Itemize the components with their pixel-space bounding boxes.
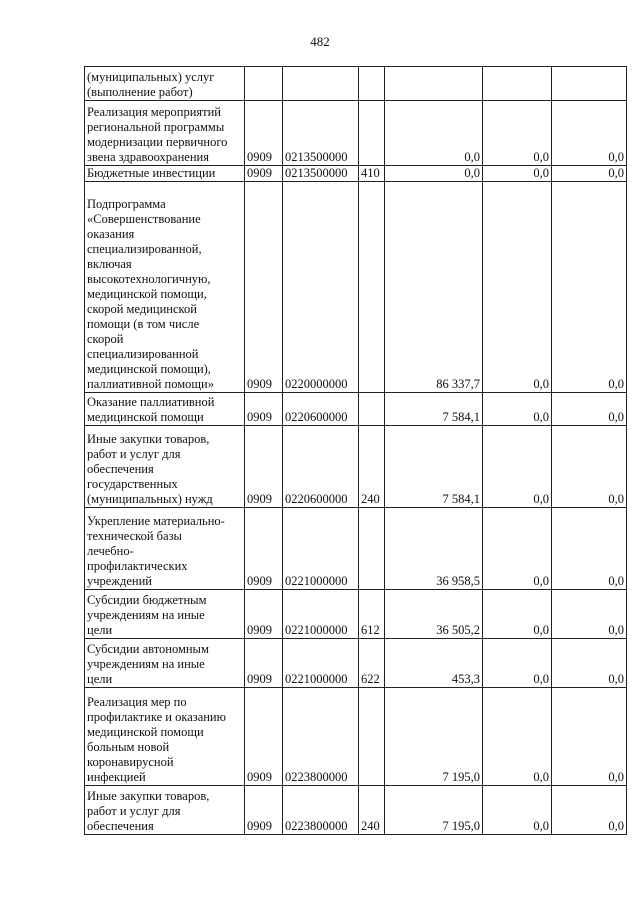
row-name-line: Бюджетные инвестиции (87, 166, 216, 180)
target-code-cell: 0223800000 (283, 688, 359, 786)
row-name-line: Иные закупки товаров, (87, 432, 210, 446)
amount-2-cell: 0,0 (483, 508, 552, 590)
row-name-line: модернизации первичного (87, 135, 228, 149)
table-row (85, 166, 627, 182)
section-code-cell: 0909 (245, 639, 283, 688)
row-name-line: помощи (в том числе (87, 317, 200, 331)
target-code-cell (283, 67, 359, 101)
row-name-cell (85, 426, 245, 508)
amount-1-cell: 7 584,1 (385, 393, 483, 426)
amount-3-cell: 0,0 (552, 182, 627, 393)
amount-2-cell: 0,0 (483, 182, 552, 393)
expense-type-cell (359, 508, 385, 590)
row-name-cell (85, 67, 245, 101)
row-name-cell (85, 393, 245, 426)
row-name-line: Реализация мероприятий (87, 105, 221, 119)
row-name-line: «Совершенствование (87, 212, 201, 226)
table-row (85, 182, 627, 393)
amount-1-cell: 0,0 (385, 101, 483, 166)
amount-2-cell: 0,0 (483, 393, 552, 426)
section-code-cell: 0909 (245, 688, 283, 786)
row-name-line: специализированной, (87, 242, 202, 256)
amount-2-cell: 0,0 (483, 639, 552, 688)
table-row (85, 393, 627, 426)
expense-type-cell (359, 67, 385, 101)
target-code-cell: 0221000000 (283, 639, 359, 688)
row-name-line: медицинской помощи (87, 410, 204, 424)
row-name-cell (85, 101, 245, 166)
row-name-line: учреждениям на иные (87, 657, 205, 671)
target-code-cell: 0220000000 (283, 182, 359, 393)
expense-type-cell: 410 (359, 166, 385, 182)
amount-2-cell (483, 67, 552, 101)
row-name-line: Реализация мер по (87, 695, 187, 709)
row-name-line: инфекцией (87, 770, 146, 784)
expense-type-cell: 240 (359, 786, 385, 835)
row-name-line: больным новой (87, 740, 170, 754)
section-code-cell: 0909 (245, 508, 283, 590)
amount-3-cell: 0,0 (552, 393, 627, 426)
expense-type-cell (359, 101, 385, 166)
amount-3-cell (552, 67, 627, 101)
amount-1-cell: 7 195,0 (385, 688, 483, 786)
budget-table-body (85, 67, 627, 835)
amount-3-cell: 0,0 (552, 426, 627, 508)
row-name-line: лечебно- (87, 544, 134, 558)
table-row (85, 786, 627, 835)
amount-1-cell: 36 958,5 (385, 508, 483, 590)
row-name-line: медицинской помощи, (87, 287, 207, 301)
expense-type-cell (359, 688, 385, 786)
row-name-line: паллиативной помощи» (87, 377, 214, 391)
row-name-line: коронавирусной (87, 755, 174, 769)
target-code-cell: 0220600000 (283, 426, 359, 508)
amount-2-cell: 0,0 (483, 688, 552, 786)
section-code-cell: 0909 (245, 166, 283, 182)
expense-type-cell: 612 (359, 590, 385, 639)
row-name-line: медицинской помощи), (87, 362, 211, 376)
row-name-cell (85, 688, 245, 786)
amount-1-cell: 453,3 (385, 639, 483, 688)
row-name-line: медицинской помощи (87, 725, 204, 739)
table-row (85, 67, 627, 101)
amount-3-cell: 0,0 (552, 166, 627, 182)
section-code-cell: 0909 (245, 786, 283, 835)
table-row (85, 639, 627, 688)
section-code-cell (245, 67, 283, 101)
target-code-cell: 0221000000 (283, 590, 359, 639)
amount-3-cell: 0,0 (552, 101, 627, 166)
amount-2-cell: 0,0 (483, 166, 552, 182)
row-name-line: работ и услуг для (87, 804, 181, 818)
amount-1-cell: 7 584,1 (385, 426, 483, 508)
amount-1-cell: 0,0 (385, 166, 483, 182)
row-name-line: обеспечения (87, 462, 154, 476)
row-name-cell (85, 166, 245, 182)
row-name-line: скорой медицинской (87, 302, 197, 316)
row-name-line: Укрепление материально- (87, 514, 225, 528)
row-name-line: обеспечения (87, 819, 154, 833)
row-name-line: включая (87, 257, 132, 271)
row-name-line: региональной программы (87, 120, 225, 134)
row-name-cell (85, 182, 245, 393)
row-name-line: государственных (87, 477, 178, 491)
row-name-line: цели (87, 623, 113, 637)
amount-1-cell: 36 505,2 (385, 590, 483, 639)
row-name-line: звена здравоохранения (87, 150, 209, 164)
row-name-line: Подпрограмма (87, 197, 166, 211)
expense-type-cell (359, 182, 385, 393)
row-name-line: (муниципальных) услуг (87, 70, 215, 84)
amount-1-cell: 86 337,7 (385, 182, 483, 393)
row-name-line: Субсидии бюджетным (87, 593, 207, 607)
section-code-cell: 0909 (245, 393, 283, 426)
expense-type-cell: 240 (359, 426, 385, 508)
row-name-line: Иные закупки товаров, (87, 789, 210, 803)
amount-3-cell: 0,0 (552, 639, 627, 688)
amount-1-cell: 7 195,0 (385, 786, 483, 835)
amount-3-cell: 0,0 (552, 508, 627, 590)
row-name-line: учреждений (87, 574, 152, 588)
row-name-line: профилактических (87, 559, 188, 573)
page-number: 482 (310, 34, 330, 49)
row-name-cell (85, 639, 245, 688)
row-name-line: скорой (87, 332, 124, 346)
amount-3-cell: 0,0 (552, 590, 627, 639)
amount-2-cell: 0,0 (483, 426, 552, 508)
target-code-cell: 0220600000 (283, 393, 359, 426)
amount-2-cell: 0,0 (483, 590, 552, 639)
table-row (85, 101, 627, 166)
table-row (85, 426, 627, 508)
amount-1-cell (385, 67, 483, 101)
section-code-cell: 0909 (245, 182, 283, 393)
row-name-line: (муниципальных) нужд (87, 492, 213, 506)
row-name-line: работ и услуг для (87, 447, 181, 461)
amount-2-cell: 0,0 (483, 101, 552, 166)
row-name-line: оказания (87, 227, 135, 241)
row-name-line: учреждениям на иные (87, 608, 205, 622)
row-name-cell (85, 508, 245, 590)
row-name-line: специализированной (87, 347, 199, 361)
row-name-cell (85, 786, 245, 835)
target-code-cell: 0223800000 (283, 786, 359, 835)
budget-table (84, 66, 627, 835)
target-code-cell: 0213500000 (283, 166, 359, 182)
amount-2-cell: 0,0 (483, 786, 552, 835)
row-name-line: Оказание паллиативной (87, 395, 215, 409)
row-name-line: технической базы (87, 529, 182, 543)
expense-type-cell: 622 (359, 639, 385, 688)
table-row (85, 508, 627, 590)
row-name-line: высокотехнологичную, (87, 272, 211, 286)
expense-type-cell (359, 393, 385, 426)
row-name-line: профилактике и оказанию (87, 710, 226, 724)
table-row (85, 688, 627, 786)
target-code-cell: 0213500000 (283, 101, 359, 166)
amount-3-cell: 0,0 (552, 786, 627, 835)
amount-3-cell: 0,0 (552, 688, 627, 786)
section-code-cell: 0909 (245, 590, 283, 639)
row-name-line: (выполнение работ) (87, 85, 193, 99)
section-code-cell: 0909 (245, 426, 283, 508)
row-name-cell (85, 590, 245, 639)
row-name-line: цели (87, 672, 113, 686)
target-code-cell: 0221000000 (283, 508, 359, 590)
row-name-line: Субсидии автономным (87, 642, 209, 656)
section-code-cell: 0909 (245, 101, 283, 166)
table-row (85, 590, 627, 639)
